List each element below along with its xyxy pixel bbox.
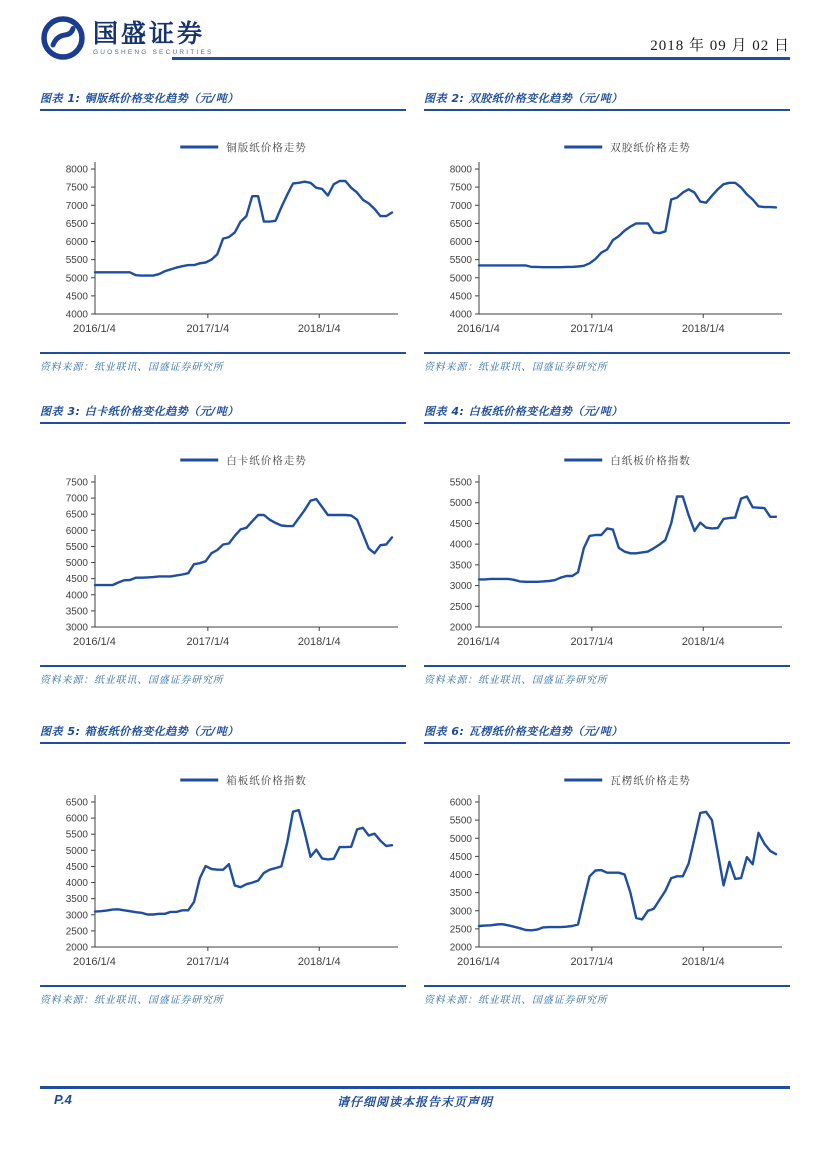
y-tick-label: 7500: [65, 182, 88, 194]
y-tick-label: 7500: [65, 477, 88, 489]
figure-source-divider: [424, 352, 790, 354]
header-divider: [172, 57, 790, 60]
x-tick-label: 2018/1/4: [681, 636, 725, 648]
y-tick-label: 4000: [65, 878, 88, 890]
y-tick-label: 3500: [449, 888, 472, 900]
y-tick-label: 4000: [449, 539, 472, 551]
figure-title-divider: [40, 109, 406, 111]
x-tick-label: 2017/1/4: [570, 636, 614, 648]
figure-4: [424, 405, 790, 686]
y-tick-label: 4500: [449, 518, 472, 530]
y-tick-label: 5500: [65, 255, 88, 267]
figure-source-divider: [424, 985, 790, 987]
y-tick-label: 4000: [449, 870, 472, 881]
page-number: P.4: [54, 1092, 72, 1107]
y-tick-label: 5500: [449, 255, 472, 267]
y-tick-label: 2000: [65, 942, 88, 954]
y-tick-label: 4500: [65, 574, 88, 586]
series-line: [95, 499, 392, 585]
figure-title: 图表 1: 铜版纸价格变化趋势（元/吨）: [40, 92, 239, 105]
x-tick-label: 2018/1/4: [297, 956, 341, 968]
y-tick-label: 4000: [449, 309, 472, 321]
y-tick-label: 2500: [449, 924, 472, 936]
y-tick-label: 4000: [65, 309, 88, 321]
y-tick-label: 5000: [449, 833, 472, 845]
y-tick-label: 3500: [449, 560, 472, 572]
y-tick-label: 7000: [65, 200, 88, 212]
guosheng-logo-icon: [40, 15, 86, 61]
y-tick-label: 8000: [65, 164, 88, 176]
series-line: [95, 810, 392, 914]
figure-5-chart: [40, 745, 406, 980]
figure-title-divider: [424, 109, 790, 111]
y-tick-label: 2500: [65, 926, 88, 938]
y-tick-label: 8000: [449, 164, 472, 176]
y-tick-label: 2500: [449, 601, 472, 613]
series-line: [95, 181, 392, 276]
y-tick-label: 3500: [65, 894, 88, 906]
y-tick-label: 6500: [65, 218, 88, 230]
brand-name: 国盛证券: [93, 18, 206, 48]
legend-label: 双胶纸价格走势: [610, 142, 691, 154]
x-tick-label: 2018/1/4: [681, 956, 725, 968]
figure-title-divider: [424, 742, 790, 744]
y-tick-label: 5500: [65, 829, 88, 841]
figure-source: 资料来源：纸业联讯、国盛证券研究所: [424, 362, 608, 373]
figure-source: 资料来源：纸业联讯、国盛证券研究所: [40, 362, 224, 373]
x-tick-label: 2017/1/4: [186, 323, 230, 335]
y-tick-label: 2000: [449, 942, 472, 954]
series-line: [479, 183, 776, 267]
figure-source-divider: [40, 985, 406, 987]
y-tick-label: 3000: [65, 910, 88, 922]
figure-title: 图表 2: 双胶纸价格变化趋势（元/吨）: [424, 92, 623, 105]
x-tick-label: 2016/1/4: [73, 323, 116, 335]
figure-title: 图表 5: 箱板纸价格变化趋势（元/吨）: [40, 725, 239, 738]
figure-source: 资料来源：纸业联讯、国盛证券研究所: [424, 675, 608, 686]
x-tick-label: 2017/1/4: [186, 636, 230, 648]
y-tick-label: 7000: [65, 493, 88, 505]
figure-3-chart: [40, 425, 406, 660]
y-tick-label: 2000: [449, 622, 472, 634]
legend-label: 白纸板价格指数: [610, 455, 691, 467]
figure-source-divider: [424, 665, 790, 667]
x-tick-label: 2017/1/4: [570, 956, 614, 968]
figure-title: 图表 4: 白板纸价格变化趋势（元/吨）: [424, 405, 623, 418]
brand-subtitle: GUOSHENG SECURITIES: [93, 48, 214, 56]
legend-label: 箱板纸价格指数: [226, 775, 307, 787]
figure-1-chart: [40, 112, 406, 347]
figure-source: 资料来源：纸业联讯、国盛证券研究所: [40, 675, 224, 686]
figure-4-chart: [424, 425, 790, 660]
y-tick-label: 3000: [449, 581, 472, 593]
y-tick-label: 5000: [65, 845, 88, 857]
y-tick-label: 5000: [449, 273, 472, 285]
y-tick-label: 6500: [65, 797, 88, 809]
y-tick-label: 4500: [65, 291, 88, 303]
x-tick-label: 2018/1/4: [297, 636, 341, 648]
y-tick-label: 4500: [449, 291, 472, 303]
y-tick-label: 6000: [65, 525, 88, 537]
figure-1: [40, 92, 406, 373]
footer-divider: [40, 1086, 790, 1089]
y-tick-label: 6000: [449, 797, 472, 809]
y-tick-label: 5000: [65, 558, 88, 570]
y-tick-label: 5500: [449, 815, 472, 827]
figure-title: 图表 3: 白卡纸价格变化趋势（元/吨）: [40, 405, 239, 418]
figure-title: 图表 6: 瓦楞纸价格变化趋势（元/吨）: [424, 725, 623, 738]
series-line: [479, 812, 776, 931]
figure-3: [40, 405, 406, 686]
y-tick-label: 6500: [449, 218, 472, 230]
y-tick-label: 3000: [65, 622, 88, 634]
figure-source: 资料来源：纸业联讯、国盛证券研究所: [40, 995, 224, 1006]
figure-6: [424, 725, 790, 1006]
x-tick-label: 2017/1/4: [570, 323, 614, 335]
figure-source: 资料来源：纸业联讯、国盛证券研究所: [424, 995, 608, 1006]
y-tick-label: 3500: [65, 606, 88, 618]
x-tick-label: 2018/1/4: [681, 323, 725, 335]
report-date: 2018 年 09 月 02 日: [650, 38, 790, 54]
y-tick-label: 4500: [65, 861, 88, 873]
figure-source-divider: [40, 352, 406, 354]
figure-title-divider: [40, 742, 406, 744]
y-tick-label: 6000: [65, 237, 88, 248]
figure-2: [424, 92, 790, 373]
x-tick-label: 2016/1/4: [457, 636, 500, 648]
figure-2-chart: [424, 112, 790, 347]
legend-label: 白卡纸价格走势: [226, 455, 307, 467]
y-tick-label: 6500: [65, 509, 88, 521]
legend-label: 瓦楞纸价格走势: [610, 775, 691, 787]
figure-5: [40, 725, 406, 1006]
figure-title-divider: [40, 422, 406, 424]
x-tick-label: 2016/1/4: [73, 956, 116, 968]
figure-title-divider: [424, 422, 790, 424]
y-tick-label: 3000: [449, 906, 472, 918]
series-line: [479, 497, 776, 582]
x-tick-label: 2016/1/4: [457, 323, 500, 335]
brand-logo: [40, 15, 214, 61]
y-tick-label: 5000: [65, 273, 88, 285]
y-tick-label: 5500: [65, 541, 88, 553]
y-tick-label: 6000: [449, 237, 472, 248]
x-tick-label: 2018/1/4: [297, 323, 341, 335]
x-tick-label: 2016/1/4: [73, 636, 116, 648]
footer-disclaimer: 请仔细阅读本报告末页声明: [336, 1095, 493, 1109]
y-tick-label: 4500: [449, 851, 472, 863]
x-tick-label: 2017/1/4: [186, 956, 230, 968]
y-tick-label: 5000: [449, 498, 472, 510]
y-tick-label: 6000: [65, 813, 88, 825]
y-tick-label: 7500: [449, 182, 472, 194]
x-tick-label: 2016/1/4: [457, 956, 500, 968]
y-tick-label: 7000: [449, 200, 472, 212]
y-tick-label: 4000: [65, 590, 88, 602]
y-tick-label: 5500: [449, 477, 472, 489]
figure-source-divider: [40, 665, 406, 667]
legend-label: 铜版纸价格走势: [226, 142, 307, 154]
figure-6-chart: [424, 745, 790, 980]
